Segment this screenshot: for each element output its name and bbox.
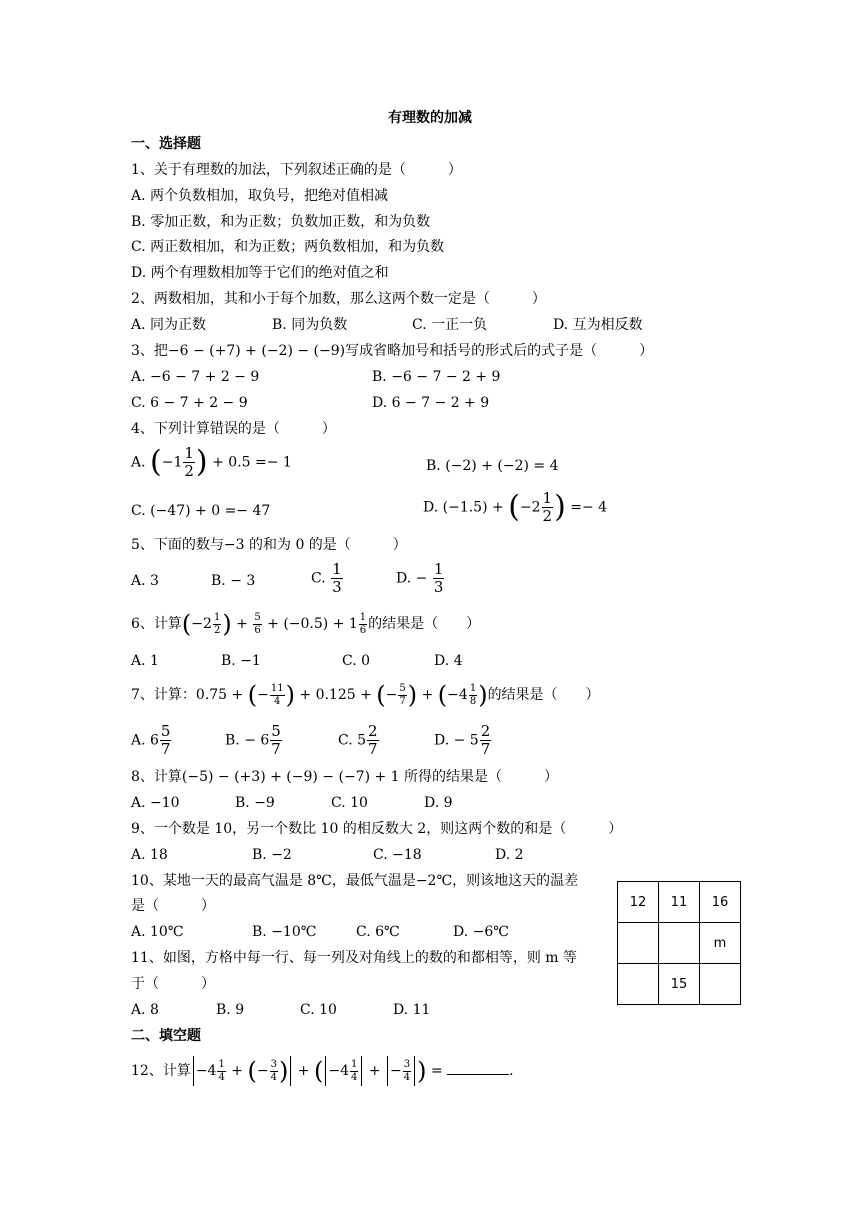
paren-open: ( bbox=[247, 1057, 257, 1085]
q4-a-whole: −1 bbox=[161, 454, 183, 471]
q9-option-d: D. 2 bbox=[495, 847, 524, 863]
q9-stem: 9、一个数是 10，另一个数比 10 的相反数大 2，则这两个数的和是（ ） bbox=[131, 821, 623, 837]
denominator: 2 bbox=[542, 507, 553, 525]
q7-option-d bbox=[434, 724, 492, 757]
denominator: 4 bbox=[218, 1071, 225, 1083]
q7-option-c bbox=[338, 724, 380, 757]
numerator: 1 bbox=[213, 611, 221, 623]
denominator: 4 bbox=[351, 1071, 358, 1083]
q11-option-c: C. 10 bbox=[300, 1002, 337, 1018]
denominator: 4 bbox=[274, 695, 281, 707]
q2-option-c: C. 一正一负 bbox=[412, 317, 488, 333]
q11-option-a: A. 8 bbox=[131, 1002, 159, 1018]
paren-open: ( bbox=[150, 444, 162, 480]
numerator: 1 bbox=[351, 1058, 358, 1070]
q1-stem: 1、关于有理数的加法，下列叙述正确的是（ ） bbox=[131, 162, 462, 178]
paren-open: ( bbox=[437, 681, 448, 709]
q4-option-a bbox=[131, 446, 292, 479]
paren-open: ( bbox=[376, 681, 386, 709]
q10-option-c: C. 6℃ bbox=[356, 924, 400, 940]
abs-bar bbox=[325, 1056, 326, 1086]
q7-option-a bbox=[131, 724, 172, 757]
numerator: 5 bbox=[271, 722, 281, 740]
denominator: 7 bbox=[271, 740, 281, 758]
q7-stem-post: 的结果是（ ） bbox=[487, 687, 600, 703]
q10-option-b: B. −10℃ bbox=[252, 924, 317, 940]
grid-cell bbox=[618, 964, 659, 1005]
q8-stem: 8、计算(−5) − (+3) + (−9) − (−7) + 1 所得的结果是（ ） bbox=[131, 769, 559, 785]
q1-option-a: A. 两个负数相加，取负号，把绝对值相减 bbox=[131, 188, 389, 204]
grid-cell: 11 bbox=[659, 882, 700, 923]
q7-t3-whole: −4 bbox=[447, 687, 468, 703]
q11-stem-line2: 于（ ） bbox=[131, 976, 215, 992]
abs-bar bbox=[414, 1056, 415, 1086]
q9-option-b: B. −2 bbox=[252, 847, 292, 863]
fraction bbox=[213, 613, 221, 636]
q7-option-b bbox=[225, 724, 283, 757]
q12-eq: = bbox=[430, 1063, 443, 1079]
fraction bbox=[183, 446, 195, 479]
q12-plus1: + bbox=[231, 1063, 244, 1079]
numerator: 2 bbox=[480, 722, 491, 740]
q3-option-c: C. 6 − 7 + 2 − 9 bbox=[131, 395, 248, 411]
q12-stem bbox=[131, 1056, 514, 1086]
q12-plus2: + bbox=[368, 1063, 381, 1079]
q2-option-d: D. 互为相反数 bbox=[553, 317, 643, 333]
numerator: 1 bbox=[359, 611, 367, 623]
fraction bbox=[350, 1060, 358, 1083]
q3-option-b: B. −6 − 7 − 2 + 9 bbox=[372, 369, 501, 385]
grid-cell: 15 bbox=[659, 964, 700, 1005]
q9-option-a: A. 18 bbox=[131, 847, 168, 863]
q5-option-a: A. 3 bbox=[131, 573, 159, 589]
fraction bbox=[331, 562, 343, 595]
grid-row bbox=[618, 882, 741, 923]
q8-option-d: D. 9 bbox=[424, 795, 453, 811]
denominator: 4 bbox=[403, 1071, 411, 1083]
q1-option-d: D. 两个有理数相加等于它们的绝对值之和 bbox=[131, 265, 389, 281]
abs-bar bbox=[290, 1056, 291, 1086]
fraction bbox=[359, 613, 367, 636]
numerator: 1 bbox=[184, 444, 194, 462]
q1-option-b: B. 零加正数，和为正数；负数加正数，和为负数 bbox=[131, 214, 431, 230]
numerator: 3 bbox=[403, 1058, 411, 1070]
fraction bbox=[217, 1060, 225, 1083]
section-heading-fill: 二、填空题 bbox=[131, 1028, 201, 1044]
q1-option-c: C. 两正数相加，和为正数；两负数相加，和为负数 bbox=[131, 239, 445, 255]
q5-option-d bbox=[396, 562, 445, 595]
q5-option-c bbox=[311, 562, 344, 595]
paren-close: ) bbox=[407, 681, 418, 709]
numerator: 5 bbox=[399, 682, 406, 694]
denominator: 6 bbox=[254, 624, 261, 636]
q7-stem-pre: 7、计算：0.75 + bbox=[131, 687, 244, 703]
numerator: 1 bbox=[218, 1058, 225, 1070]
grid-cell bbox=[618, 923, 659, 964]
numerator: 1 bbox=[469, 682, 477, 694]
q11-option-b: B. 9 bbox=[216, 1002, 245, 1018]
q8-option-c: C. 10 bbox=[331, 795, 368, 811]
q3-option-a: A. −6 − 7 + 2 − 9 bbox=[131, 369, 260, 385]
q2-option-a: A. 同为正数 bbox=[131, 317, 207, 333]
q3-option-d: D. 6 − 7 − 2 + 9 bbox=[372, 395, 490, 411]
q11-stem-line1: 11、如图，方格中每一行、每一列及对角线上的数的和都相等，则 m 等 bbox=[131, 950, 577, 966]
denominator: 3 bbox=[433, 578, 444, 596]
q4-option-d bbox=[423, 491, 607, 524]
numerator: 3 bbox=[270, 1058, 277, 1070]
fraction bbox=[542, 491, 554, 524]
q4-d-whole: −2 bbox=[519, 499, 541, 516]
abs-bar bbox=[361, 1056, 362, 1086]
q7-stem bbox=[131, 683, 600, 707]
paren-close: ) bbox=[417, 1057, 427, 1085]
q10-option-a: A. 10℃ bbox=[131, 924, 184, 940]
grid-cell: m bbox=[700, 923, 741, 964]
q6-stem bbox=[131, 612, 480, 636]
q7-mid1: + 0.125 + bbox=[299, 687, 372, 703]
denominator: 2 bbox=[184, 462, 194, 480]
q6-option-b: B. −1 bbox=[221, 653, 261, 669]
q12-s2: − bbox=[256, 1063, 269, 1079]
magic-square-grid bbox=[617, 881, 741, 1005]
q12-w1: −4 bbox=[195, 1063, 217, 1079]
q12-w3: −4 bbox=[328, 1063, 349, 1079]
q4-option-c: C. (−47) + 0 =− 47 bbox=[131, 503, 271, 519]
denominator: 7 bbox=[399, 695, 406, 707]
numerator: 1 bbox=[433, 560, 444, 578]
grid-cell: 16 bbox=[700, 882, 741, 923]
q6-t1-whole: −2 bbox=[191, 616, 212, 632]
fraction bbox=[469, 684, 477, 707]
denominator: 7 bbox=[480, 740, 491, 758]
q4-stem: 4、下列计算错误的是（ ） bbox=[131, 421, 336, 437]
q12-pre: 12、计算 bbox=[131, 1063, 191, 1079]
q6-stem-post: 的结果是（ ） bbox=[368, 616, 481, 632]
abs-bar bbox=[387, 1056, 388, 1086]
fraction bbox=[433, 562, 445, 595]
numerator: 2 bbox=[368, 722, 378, 740]
q7-c-label: C. 5 bbox=[338, 732, 367, 749]
denominator: 3 bbox=[332, 578, 342, 596]
q12-end: . bbox=[509, 1063, 514, 1079]
grid-cell bbox=[659, 923, 700, 964]
grid-row bbox=[618, 923, 741, 964]
fraction bbox=[160, 724, 172, 757]
denominator: 7 bbox=[160, 740, 171, 758]
fraction bbox=[253, 613, 261, 636]
paren-close: ) bbox=[554, 489, 566, 525]
numerator: 5 bbox=[160, 722, 171, 740]
denominator: 4 bbox=[270, 1071, 277, 1083]
abs-bar bbox=[193, 1056, 194, 1086]
q7-d-label: D. − 5 bbox=[434, 732, 479, 749]
q10-option-d: D. −6℃ bbox=[453, 924, 509, 940]
q4-d-rest: =− 4 bbox=[570, 499, 608, 516]
paren-close: ) bbox=[478, 681, 488, 709]
q10-stem-line2: 是（ ） bbox=[131, 898, 215, 914]
denominator: 2 bbox=[213, 624, 221, 636]
q6-plus: + bbox=[236, 616, 248, 632]
q5-stem: 5、下面的数与−3 的和为 0 的是（ ） bbox=[131, 537, 407, 553]
q5-c-label: C. bbox=[311, 570, 326, 587]
q6-mid: + (−0.5) + 1 bbox=[267, 616, 358, 632]
paren-open: ( bbox=[313, 1057, 324, 1085]
fraction bbox=[270, 724, 282, 757]
q2-option-b: B. 同为负数 bbox=[272, 317, 348, 333]
q4-d-pre: D. (−1.5) + bbox=[423, 499, 504, 516]
fraction bbox=[398, 684, 406, 707]
q4-a-rest: + 0.5 =− 1 bbox=[212, 454, 292, 471]
q7-t2-sign: − bbox=[385, 687, 398, 703]
q2-stem: 2、两数相加，其和小于每个加数，那么这两个数一定是（ ） bbox=[131, 291, 546, 307]
q12-s4: − bbox=[390, 1063, 402, 1079]
q6-option-d: D. 4 bbox=[434, 653, 463, 669]
q7-t1-sign: − bbox=[257, 687, 269, 703]
q10-stem-line1: 10、某地一天的最高气温是 8℃，最低气温是−2℃，则该地这天的温差 bbox=[131, 873, 579, 889]
q6-option-c: C. 0 bbox=[342, 653, 371, 669]
q7-plus: + bbox=[421, 687, 434, 703]
fraction bbox=[367, 724, 379, 757]
numerator: 11 bbox=[270, 682, 284, 694]
q11-option-d: D. 11 bbox=[393, 1002, 431, 1018]
fraction bbox=[403, 1060, 411, 1083]
q8-option-a: A. −10 bbox=[131, 795, 180, 811]
grid-cell: 12 bbox=[618, 882, 659, 923]
q4-option-b: B. (−2) + (−2) = 4 bbox=[426, 458, 559, 474]
denominator: 6 bbox=[359, 624, 367, 636]
q5-option-b: B. − 3 bbox=[211, 573, 256, 589]
paren-close: ) bbox=[195, 444, 208, 480]
numerator: 1 bbox=[542, 489, 553, 507]
q7-a-label: A. 6 bbox=[131, 732, 159, 749]
paren-open: ( bbox=[247, 681, 258, 709]
grid-cell bbox=[700, 964, 741, 1005]
fraction bbox=[270, 684, 285, 707]
q3-stem: 3、把−6 − (+7) + (−2) − (−9)写成省略加号和括号的形式后的式子是（ ） bbox=[131, 343, 654, 359]
q6-stem-pre: 6、计算 bbox=[131, 616, 182, 632]
numerator: 5 bbox=[254, 611, 261, 623]
q5-d-label: D. − bbox=[396, 570, 428, 587]
answer-blank[interactable] bbox=[447, 1060, 509, 1075]
grid-row bbox=[618, 964, 741, 1005]
denominator: 8 bbox=[469, 695, 477, 707]
q9-option-c: C. −18 bbox=[373, 847, 422, 863]
q7-b-label: B. − 6 bbox=[225, 732, 270, 749]
paren-open: ( bbox=[508, 489, 520, 525]
q4-a-label: A. bbox=[131, 454, 146, 471]
paren-close: ) bbox=[222, 610, 232, 638]
q12-mid: + bbox=[297, 1063, 310, 1079]
section-heading-choice: 一、选择题 bbox=[131, 136, 201, 152]
q6-option-a: A. 1 bbox=[131, 653, 159, 669]
page-title: 有理数的加减 bbox=[388, 110, 472, 126]
q8-option-b: B. −9 bbox=[235, 795, 275, 811]
fraction bbox=[270, 1060, 278, 1083]
paren-close: ) bbox=[278, 1057, 289, 1085]
fraction bbox=[480, 724, 492, 757]
paren-close: ) bbox=[285, 681, 295, 709]
paren-open: ( bbox=[181, 610, 192, 638]
numerator: 1 bbox=[332, 560, 342, 578]
denominator: 7 bbox=[368, 740, 378, 758]
